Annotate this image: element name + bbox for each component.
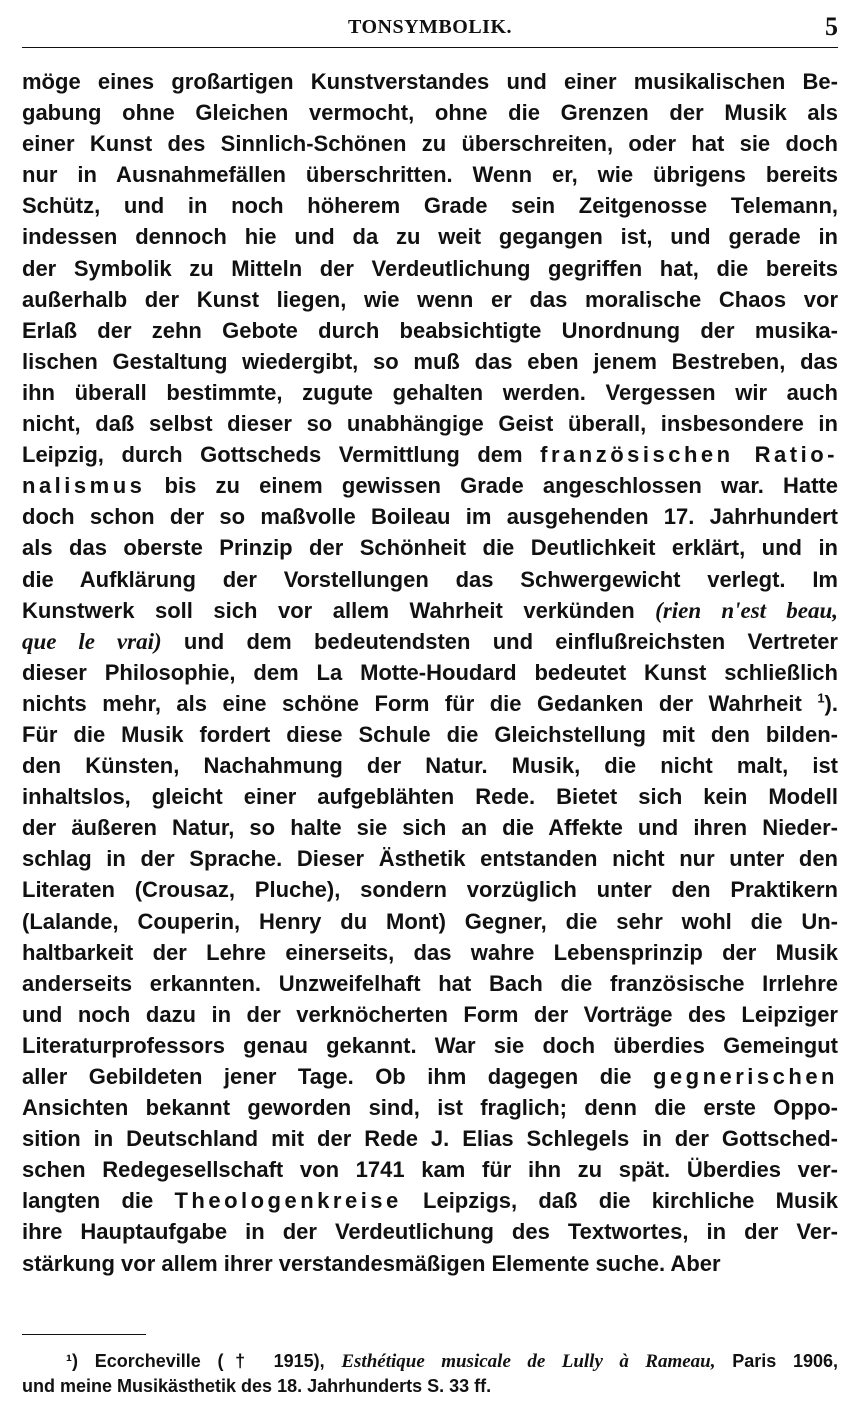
footnote-place-year: Paris 1906, (732, 1351, 838, 1371)
text-line: ihre Hauptaufgabe in der Verdeutlichung des Textwortes, in der Ver- (22, 1219, 838, 1245)
text-line: dieser Philosophie, dem La Motte-Houdard bedeutet Kunst schließlich (22, 659, 838, 685)
text-line: Für die Musik fordert diese Schule die Gleichstellung mit den bilden- (22, 721, 838, 747)
text-line: gabung ohne Gleichen vermocht, ohne die Grenzen der Musik als (22, 100, 838, 126)
text-line: einer Kunst des Sinnlich-Schönen zu überschreiten, oder hat sie doch (22, 131, 838, 157)
footnote-author: Ecorcheville († 1915), (94, 1351, 325, 1371)
text-line: indessen dennoch hie und da zu weit gegangen ist, und gerade in (22, 224, 838, 250)
header-rule (22, 47, 838, 48)
text-line: nur in Ausnahmefällen überschritten. Wenn er, wie übrigens bereits (22, 162, 838, 188)
body-text (22, 66, 838, 1279)
text-line: außerhalb der Kunst liegen, wie wenn er das moralische Chaos vor (22, 286, 838, 312)
text-line: als das oberste Prinzip der Schönheit die Deutlichkeit erklärt, und in (22, 535, 838, 561)
text-line (22, 439, 838, 470)
text-line: und noch dazu in der verknöcherten Form der Vorträge des Leipziger (22, 1001, 838, 1027)
footnote-line (22, 1349, 838, 1374)
text-line: lischen Gestaltung wiedergibt, so muß das eben jenem Bestreben, das (22, 348, 838, 374)
text-line: Literaten (Crousaz, Pluche), sondern vorzüglich unter den Praktikern (22, 877, 838, 903)
text-segment: Leipzig, durch Gottscheds Vermittlung dem (22, 442, 541, 468)
text-line (22, 1061, 838, 1092)
text-line: stärkung vor allem ihrer verstandesmäßigen Elemente suche. Aber (22, 1250, 721, 1276)
text-line (22, 626, 838, 657)
text-line: die Aufklärung der Vorstellungen das Schwergewicht verlegt. Im (22, 566, 838, 592)
footnote-ref-close: ). (824, 690, 838, 716)
text-line (22, 1185, 838, 1216)
spaced-emphasis: Theologenkreise (174, 1188, 402, 1214)
spaced-emphasis: nalismus (22, 473, 146, 499)
text-line: ihn überall bestimmte, zugute gehalten werden. Vergessen wir auch (22, 379, 838, 405)
text-line: Erlaß der zehn Gebote durch beabsichtigte Unordnung der musika- (22, 317, 838, 343)
text-line: möge eines großartigen Kunstverstandes und einer musikalischen Be- (22, 69, 838, 94)
running-title: TONSYMBOLIK. (348, 16, 512, 38)
text-line: Literaturprofessors genau gekannt. War sie doch überdies Gemeingut (22, 1032, 838, 1058)
footnote-rule (22, 1334, 146, 1335)
footnote-marker: ¹) (66, 1351, 78, 1371)
text-line (22, 688, 838, 719)
footnote (22, 1349, 838, 1399)
italic-quote: (rien n'est beau, (655, 597, 838, 623)
text-line: (Lalande, Couperin, Henry du Mont) Gegner, die sehr wohl die Un- (22, 908, 838, 934)
text-line: schen Redegesellschaft von 1741 kam für ihn zu spät. Überdies ver- (22, 1157, 838, 1183)
text-line: inhaltslos, gleicht einer aufgeblähten Rede. Bietet sich kein Modell (22, 784, 838, 810)
text-line: doch schon der so maßvolle Boileau im ausgehenden 17. Jahrhundert (22, 504, 838, 530)
text-line (22, 470, 838, 501)
text-line: haltbarkeit der Lehre einerseits, das wahre Lebensprinzip der Musik (22, 939, 838, 965)
spaced-emphasis: gegnerischen (652, 1064, 838, 1089)
text-segment: nichts mehr, als eine schöne Form für die Gedanken der Wahrheit (22, 690, 802, 716)
text-segment: langten die (22, 1188, 175, 1214)
page-header (22, 12, 838, 42)
text-line: anderseits erkannten. Unzweifelhaft hat Bach die französische Irrlehre (22, 970, 838, 996)
footnote-title: Esthétique musicale de Lully à Rameau, (341, 1351, 716, 1372)
text-segment: und dem bedeutendsten und einflußreichsten Vertreter (161, 628, 838, 654)
text-line: Ansichten bekannt geworden sind, ist fraglich; denn die erste Oppo- (22, 1095, 838, 1121)
footnote-line: und meine Musikästhetik des 18. Jahrhunderts S. 33 ff. (22, 1376, 492, 1396)
text-line (22, 595, 838, 626)
text-line: schlag in der Sprache. Dieser Ästhetik entstanden nicht nur unter den (22, 846, 838, 872)
footnote-reference[interactable]: 1 (817, 690, 825, 706)
text-line: nicht, daß selbst dieser so unabhängige Geist überall, insbesondere in (22, 411, 838, 437)
text-segment: bis zu einem gewissen Grade angeschlossen war. Hatte (145, 473, 838, 499)
spaced-emphasis: französischen Ratio- (540, 442, 838, 468)
text-line: der Symbolik zu Mitteln der Verdeutlichung gegriffen hat, die bereits (22, 255, 838, 281)
text-segment: Kunstwerk soll sich vor allem Wahrheit verkünden (22, 597, 656, 623)
page-number: 5 (825, 12, 838, 41)
text-line: Schütz, und in noch höherem Grade sein Zeitgenosse Telemann, (22, 193, 838, 219)
text-line: den Künsten, Nachahmung der Natur. Musik, die nicht malt, ist (22, 753, 838, 779)
text-segment: Leipzigs, daß die kirchliche Musik (401, 1188, 838, 1214)
text-line: der äußeren Natur, so halte sie sich an die Affekte und ihren Nieder- (22, 815, 838, 841)
text-segment: aller Gebildeten jener Tage. Ob ihm dagegen die (22, 1064, 653, 1089)
italic-quote: que le vrai) (22, 628, 162, 654)
text-line: sition in Deutschland mit der Rede J. Elias Schlegels in der Gottsched- (22, 1126, 838, 1152)
